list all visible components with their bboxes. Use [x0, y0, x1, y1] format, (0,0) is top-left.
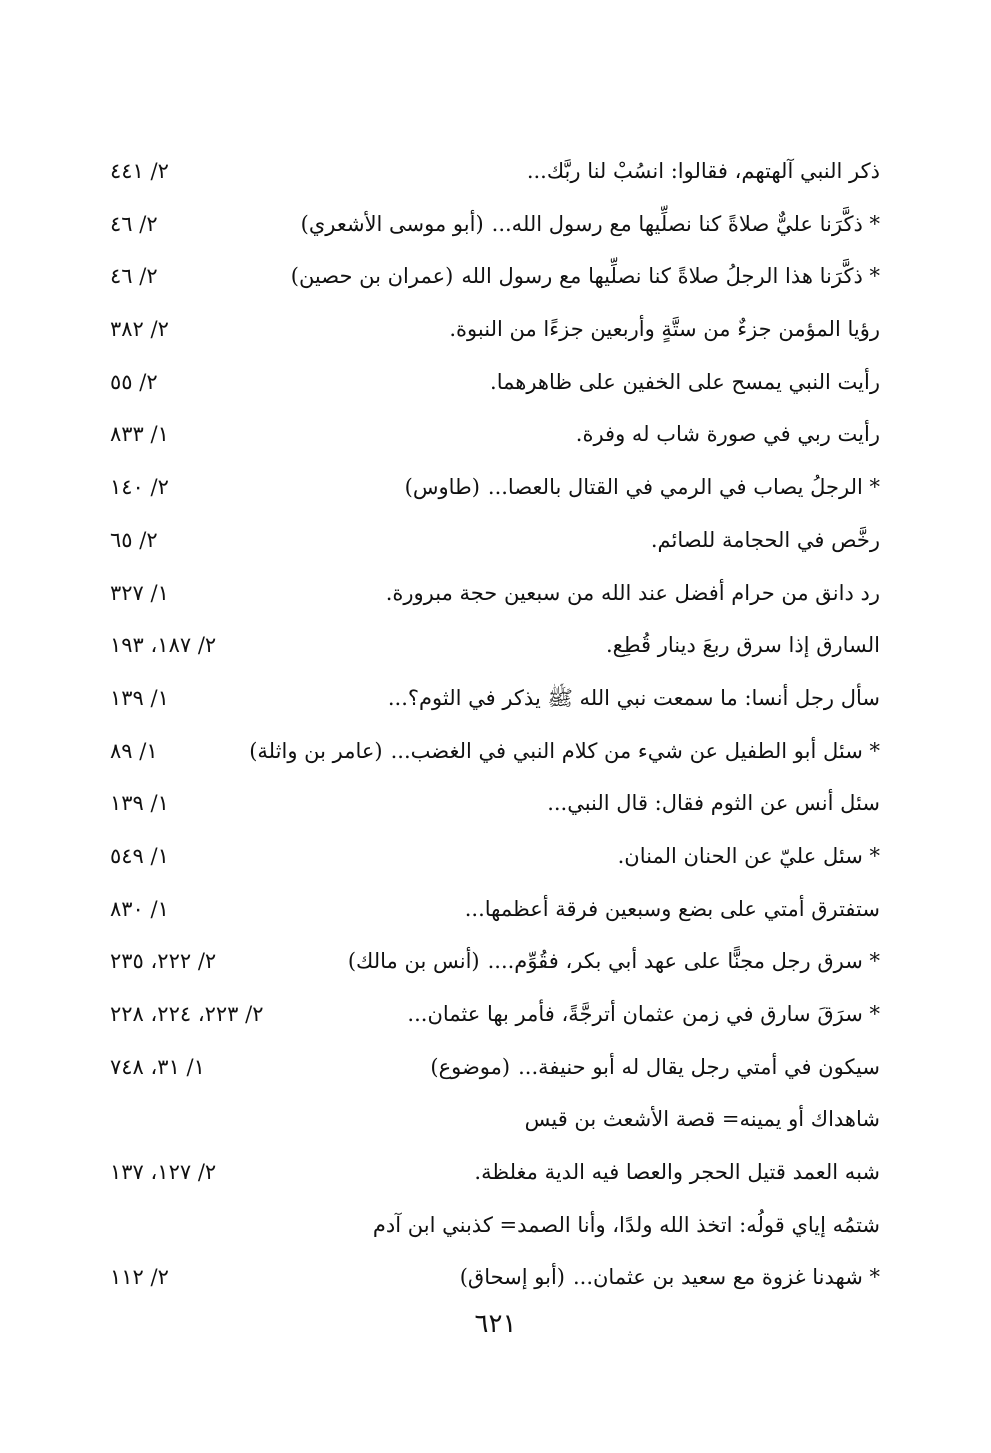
entry-reference: ١/ ٨٩: [110, 738, 158, 763]
entry-text: [490, 365, 880, 399]
entry-reference: ١/ ١٣٩: [110, 685, 169, 710]
entry-reference: ٢/ ٣٨٢: [110, 317, 169, 342]
index-entry: [110, 255, 880, 308]
entry-reference: ١/ ٨٣٠: [110, 896, 169, 921]
entry-text: [525, 1102, 880, 1136]
entry-hadith-text: شبه العمد قتيل الحجر والعصا فيه الدية مغلظة.: [474, 1160, 880, 1185]
entry-hadith-text: سأل رجل أنسا: ما سمعت نبي الله ﷺ يذكر في الثوم؟...: [387, 685, 880, 710]
index-entry: [110, 1151, 880, 1204]
entry-text: [373, 1208, 880, 1242]
entry-hadith-text: سرَقَ سارق في زمن عثمان أترجَّةً، فأمر بها عثمان...: [407, 1002, 863, 1026]
entry-hadith-text: سيكون في أمتي رجل يقال له أبو حنيفة...: [518, 1054, 880, 1079]
index-entry: [110, 572, 880, 625]
entry-reference: ١/ ٣١، ٧٤٨: [110, 1054, 205, 1079]
entry-hadith-text: الرجلُ يصاب في الرمي في القتال بالعصا...: [487, 475, 863, 500]
entry-text: [249, 734, 880, 768]
index-entry: [110, 782, 880, 835]
entry-text: [291, 259, 880, 293]
entry-text: [301, 207, 880, 241]
entry-reference: ١/ ٨٣٣: [110, 422, 169, 447]
page-number: ٦٢١: [474, 1309, 517, 1339]
index-entry: [110, 835, 880, 888]
index-entry: [110, 519, 880, 572]
entry-reference: ٢/ ٢٢٢، ٢٣٥: [110, 949, 217, 974]
index-entry: [110, 677, 880, 730]
index-entry: [110, 730, 880, 783]
index-entry: [110, 466, 880, 519]
entry-reference: ٢/ ١٨٧، ١٩٣: [110, 633, 217, 658]
index-entry: [110, 203, 880, 256]
entry-reference: ٢/ ٥٥: [110, 369, 158, 394]
index-entry: [110, 150, 880, 203]
entry-text: [576, 417, 880, 451]
index-entry: [110, 1046, 880, 1099]
index-entry: [110, 1204, 880, 1257]
entry-attribution: (أبو موسى الأشعري): [300, 211, 484, 236]
entry-hadith-text: سئل عليّ عن الحنان المنان.: [617, 843, 863, 868]
entry-hadith-text: ذكر النبي آلهتهم، فقالوا: انسُبْ لنا ربَّك...: [526, 159, 880, 183]
index-entry: [110, 308, 880, 361]
entry-attribution: (أبو إسحاق): [459, 1265, 565, 1290]
entry-text: [449, 312, 880, 346]
entry-text: [405, 470, 880, 504]
entry-hadith-text: شهدنا غزوة مع سعيد بن عثمان...: [572, 1265, 863, 1290]
entry-reference: ٢/ ١٤٠: [110, 475, 169, 500]
entry-reference: ٢/ ٤٦: [110, 264, 158, 289]
entry-text: [606, 628, 880, 662]
index-entry: [110, 413, 880, 466]
entry-hadith-text: رأيت ربي في صورة شاب له وفرة.: [575, 422, 880, 447]
entry-text: [386, 576, 880, 610]
entry-text: [618, 839, 880, 873]
entry-text: [460, 1260, 880, 1294]
companion-marker-icon: *: [862, 843, 880, 868]
entry-reference: ٢/ ٤٦: [110, 211, 158, 236]
entry-hadith-text: رخَّص في الحجامة للصائم.: [650, 527, 880, 552]
companion-marker-icon: *: [862, 475, 880, 500]
entry-attribution: (طاوس): [404, 475, 480, 500]
companion-marker-icon: *: [862, 1265, 880, 1290]
index-entry: [110, 993, 880, 1046]
entry-hadith-text: سرق رجل مجنًّا على عهد أبي بكر، فقُوِّم....: [487, 949, 863, 974]
entry-text: [388, 681, 880, 715]
entry-hadith-text: السارق إذا سرق ربعَ دينار قُطِع.: [605, 633, 880, 658]
entry-text: [474, 1155, 880, 1189]
entry-hadith-text: رؤيا المؤمن جزءٌ من ستَّةٍ وأربعين جزءًا من النبوة.: [449, 317, 880, 342]
entry-hadith-text: رأيت النبي يمسح على الخفين على ظاهرهما.: [490, 369, 880, 394]
entry-attribution: (أنس بن مالك): [347, 949, 480, 974]
entry-hadith-text: شتمُه إياي قولُه: اتخذ الله ولدًا، وأنا الصمد= كذبني ابن آدم: [372, 1212, 880, 1237]
index-entry: [110, 940, 880, 993]
entry-hadith-text: سئل أنس عن الثوم فقال: قال النبي...: [547, 791, 880, 816]
entry-text: [465, 892, 880, 926]
entry-attribution: (عمران بن حصين): [290, 264, 454, 289]
entry-hadith-text: شاهداك أو يمينه= قصة الأشعث بن قيس: [524, 1107, 880, 1132]
companion-marker-icon: *: [862, 949, 880, 974]
index-entry: [110, 1098, 880, 1151]
index-entry: [110, 361, 880, 414]
entry-hadith-text: ستفترق أمتي على بضع وسبعين فرقة أعظمها...: [464, 896, 880, 921]
index-entry: [110, 624, 880, 677]
entry-hadith-text: ذكَّرَنا هذا الرجلُ صلاةً كنا نصلِّيها مع رسول الله: [461, 264, 863, 289]
entry-text: [407, 997, 880, 1031]
companion-marker-icon: *: [862, 211, 880, 236]
entry-hadith-text: رد دانق من حرام أفضل عند الله من سبعين حجة مبرورة.: [385, 580, 880, 605]
entry-attribution: (عامر بن واثلة): [249, 738, 383, 763]
entry-reference: ٢/ ٤٤١: [110, 159, 169, 183]
hadith-index-list: [110, 150, 880, 1309]
entry-text: [547, 786, 880, 820]
entry-reference: ٢/ ٢٢٣، ٢٢٤، ٢٢٨: [110, 1002, 264, 1026]
entry-attribution: (موضوع): [430, 1054, 511, 1079]
entry-reference: ٢/ ١٢٧، ١٣٧: [110, 1160, 217, 1185]
entry-text: [527, 154, 880, 188]
entry-reference: ٢/ ١١٢: [110, 1265, 169, 1290]
entry-hadith-text: سئل أبو الطفيل عن شيء من كلام النبي في الغضب...: [390, 738, 863, 763]
index-entry: [110, 888, 880, 941]
entry-reference: ١/ ١٣٩: [110, 791, 169, 816]
entry-hadith-text: ذكَّرَنا عليٌّ صلاةً كنا نصلِّيها مع رسول الله...: [491, 211, 863, 236]
companion-marker-icon: *: [862, 738, 880, 763]
entry-reference: ١/ ٣٢٧: [110, 580, 169, 605]
index-entry: [110, 1256, 880, 1309]
companion-marker-icon: *: [862, 264, 880, 289]
entry-reference: ٢/ ٦٥: [110, 527, 158, 552]
entry-text: [651, 523, 880, 557]
companion-marker-icon: *: [862, 1002, 880, 1026]
entry-text: [430, 1050, 880, 1084]
entry-text: [348, 944, 880, 978]
entry-reference: ١/ ٥٤٩: [110, 843, 169, 868]
